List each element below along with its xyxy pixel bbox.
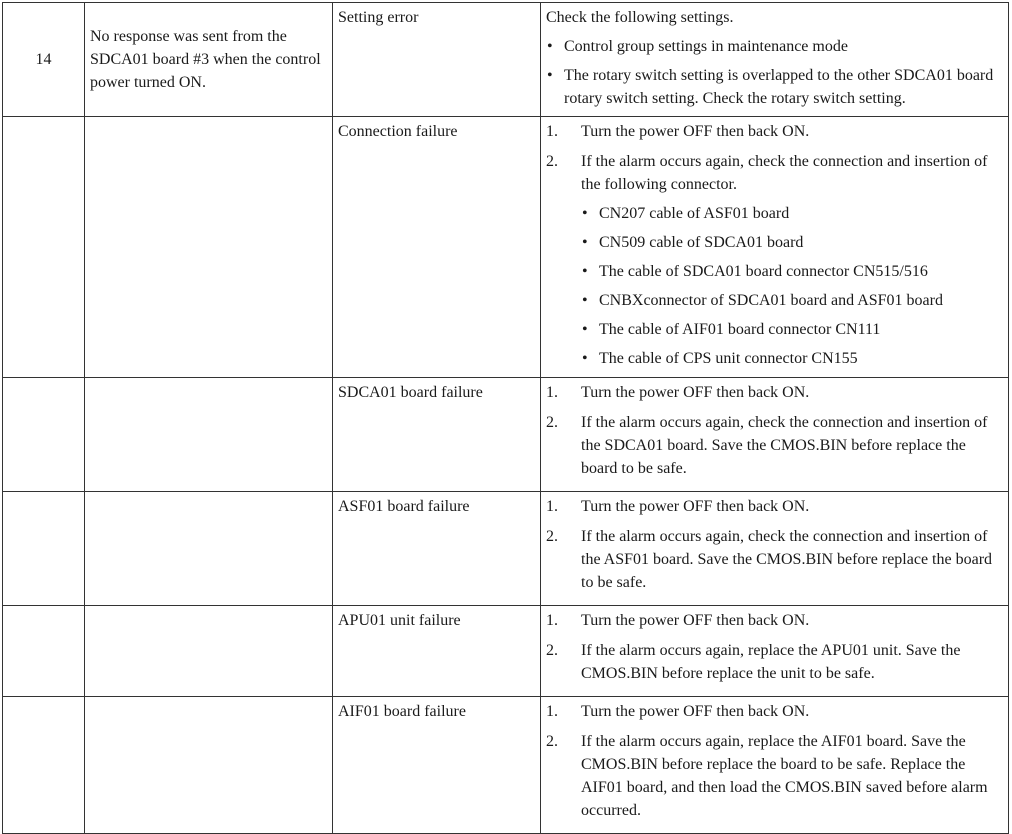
remedy-intro: Check the following settings. [546,9,734,26]
empty-number-cell [3,117,85,378]
step-text: If the alarm occurs again, replace the AIF01 board. Save the CMOS.BIN before replace the board to be safe. Replace the AIF01 board, and then load the CMOS.BIN saved before alarm occurred. [581,733,988,819]
cause-cell [333,117,541,378]
list-item [582,347,1002,370]
step-text: If the alarm occurs again, replace the APU01 unit. Save the CMOS.BIN before replace the unit to be safe. [581,642,961,682]
alarm-remedy-table [2,2,1009,834]
table-row [3,117,1009,378]
alarm-condition-cell [85,3,333,117]
cause-setting-error: Setting error [338,9,419,26]
cause-cell [333,3,541,117]
cause-cell [333,492,541,606]
cause-cell [333,697,541,834]
remedy-cell [541,3,1009,117]
connector-text: The cable of CPS unit connector CN155 [599,350,858,367]
cause-aif01-board-failure: AIF01 board failure [338,703,466,720]
empty-number-cell [3,697,85,834]
remedy-step [546,639,1002,685]
remedy-step [546,609,1002,632]
alarm-number: 14 [35,51,52,68]
list-item [582,202,1002,225]
table-row [3,3,1009,117]
step-number: 1. [546,498,558,515]
step-number: 1. [546,384,558,401]
remedy-step [546,525,1002,594]
bullet-text: The rotary switch setting is overlapped to the other SDCA01 board rotary switch setting. Check the rotary switch setting. [564,67,994,107]
connector-text: The cable of AIF01 board connector CN111 [599,321,881,338]
step-text: Turn the power OFF then back ON. [581,703,810,720]
connector-text: CN509 cable of SDCA01 board [599,234,804,251]
empty-number-cell [3,492,85,606]
table-row [3,697,1009,834]
alarm-condition: No response was sent from the SDCA01 board #3 when the control power turned ON. [90,28,321,91]
remedy-step [546,150,1002,196]
alarm-number-cell [3,3,85,117]
empty-condition-cell [85,606,333,697]
step-text: Turn the power OFF then back ON. [581,123,810,140]
list-item [546,64,1002,110]
step-text: If the alarm occurs again, check the connection and insertion of the SDCA01 board. Save the CMOS.BIN before replace the board to be safe. [581,414,988,477]
empty-condition-cell [85,492,333,606]
table-row [3,606,1009,697]
list-item [582,289,1002,312]
step-number: 2. [546,733,558,750]
connector-text: The cable of SDCA01 board connector CN515/516 [599,263,928,280]
step-number: 1. [546,123,558,140]
cause-sdca01-board-failure: SDCA01 board failure [338,384,483,401]
remedy-cell [541,492,1009,606]
list-item [582,231,1002,254]
step-text: Turn the power OFF then back ON. [581,498,810,515]
remedy-cell [541,697,1009,834]
cause-apu01-unit-failure: APU01 unit failure [338,612,461,629]
cause-cell [333,606,541,697]
remedy-cell [541,606,1009,697]
step-number: 1. [546,612,558,629]
list-item [582,260,1002,283]
step-text: If the alarm occurs again, check the connection and insertion of the following connector. [581,153,988,193]
cause-cell [333,378,541,492]
empty-condition-cell [85,697,333,834]
step-number: 2. [546,528,558,545]
empty-condition-cell [85,378,333,492]
empty-number-cell [3,606,85,697]
table-row [3,492,1009,606]
remedy-step [546,381,1002,404]
remedy-step [546,495,1002,518]
step-number: 2. [546,642,558,659]
remedy-step [546,120,1002,143]
list-item [546,35,1002,58]
step-text: Turn the power OFF then back ON. [581,612,810,629]
step-number: 2. [546,153,558,170]
step-number: 1. [546,703,558,720]
empty-number-cell [3,378,85,492]
step-text: Turn the power OFF then back ON. [581,384,810,401]
remedy-cell [541,378,1009,492]
step-number: 2. [546,414,558,431]
table-row [3,378,1009,492]
remedy-step [546,730,1002,822]
step-text: If the alarm occurs again, check the connection and insertion of the ASF01 board. Save the CMOS.BIN before replace the board to be safe. [581,528,993,591]
list-item [582,318,1002,341]
remedy-cell [541,117,1009,378]
remedy-step [546,700,1002,723]
remedy-step [546,411,1002,480]
bullet-text: Control group settings in maintenance mode [564,38,848,55]
connector-text: CN207 cable of ASF01 board [599,205,790,222]
empty-condition-cell [85,117,333,378]
cause-asf01-board-failure: ASF01 board failure [338,498,470,515]
connector-text: CNBXconnector of SDCA01 board and ASF01 board [599,292,943,309]
cause-connection-failure: Connection failure [338,123,458,140]
